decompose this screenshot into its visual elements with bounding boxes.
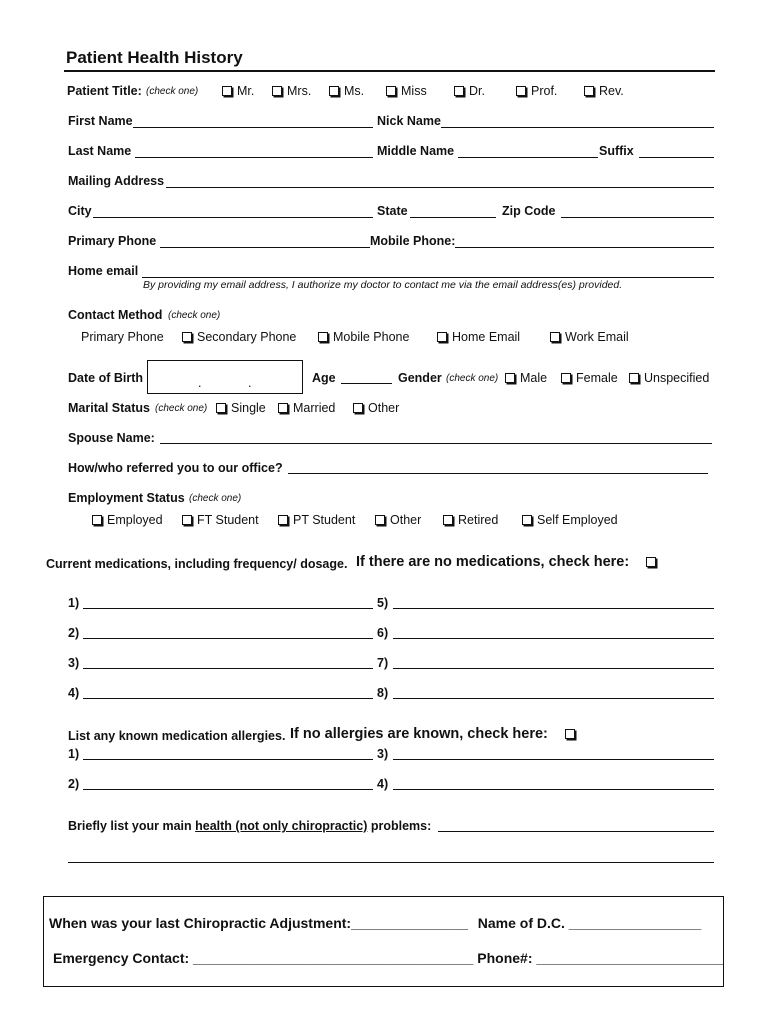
gender-hint: (check one) xyxy=(446,373,499,384)
zip-code-label: Zip Code xyxy=(502,204,556,218)
patient-title-label: Patient Title: xyxy=(67,84,142,98)
checkbox-icon xyxy=(182,332,192,342)
contact-option-secondary-phone[interactable]: Secondary Phone xyxy=(182,331,296,344)
emergency-contact-field[interactable]: ____________________________________ xyxy=(193,950,474,966)
checkbox-icon xyxy=(522,515,532,525)
employment-option-pt-student[interactable]: PT Student xyxy=(278,514,355,527)
checkbox-icon xyxy=(353,403,363,413)
suffix-field[interactable] xyxy=(639,157,714,158)
title-option-dr[interactable]: Dr. xyxy=(454,85,485,98)
employment-option-self-employed[interactable]: Self Employed xyxy=(522,514,618,527)
title-option-prof[interactable]: Prof. xyxy=(516,85,557,98)
checkbox-icon xyxy=(278,515,288,525)
contact-option-work-email[interactable]: Work Email xyxy=(550,331,629,344)
gender-option-male[interactable]: Male xyxy=(505,372,547,385)
checkbox-icon xyxy=(375,515,385,525)
no-allergies-label: If no allergies are known, check here: xyxy=(290,726,548,742)
contact-option-primary-phone[interactable]: Primary Phone xyxy=(81,330,164,344)
last-name-field[interactable] xyxy=(135,157,373,158)
checkbox-icon xyxy=(443,515,453,525)
middle-name-field[interactable] xyxy=(458,157,598,158)
medication-field[interactable] xyxy=(83,698,373,699)
medication-field[interactable] xyxy=(83,608,373,609)
age-label: Age xyxy=(312,371,336,385)
title-option-mrs[interactable]: Mrs. xyxy=(272,85,311,98)
allergy-number: 1) xyxy=(68,747,80,761)
phone-field[interactable]: ________________________ xyxy=(536,950,724,966)
mailing-address-field[interactable] xyxy=(166,187,714,188)
chiropractic-info-box xyxy=(43,896,724,987)
employment-status-hint: (check one) xyxy=(189,493,242,504)
allergy-field[interactable] xyxy=(393,759,714,760)
mailing-address-label: Mailing Address xyxy=(68,174,165,188)
medication-number: 7) xyxy=(377,656,389,670)
gender-label: Gender xyxy=(398,371,442,385)
checkbox-icon xyxy=(561,373,571,383)
checkbox-icon xyxy=(278,403,288,413)
home-email-field[interactable] xyxy=(142,277,714,278)
no-medications-checkbox[interactable] xyxy=(646,557,656,567)
employment-option-retired[interactable]: Retired xyxy=(443,514,498,527)
state-label: State xyxy=(377,204,408,218)
medication-field[interactable] xyxy=(393,668,714,669)
primary-phone-label: Primary Phone xyxy=(68,234,157,248)
medication-number: 5) xyxy=(377,596,389,610)
age-field[interactable] xyxy=(341,383,392,384)
checkbox-icon xyxy=(386,86,396,96)
dob-label: Date of Birth xyxy=(68,371,143,385)
checkbox-icon xyxy=(505,373,515,383)
checkbox-icon xyxy=(516,86,526,96)
allergies-label: List any known medication allergies. xyxy=(68,729,286,743)
employment-status-label: Employment Status xyxy=(68,491,185,505)
suffix-label: Suffix xyxy=(599,144,634,158)
medication-number: 6) xyxy=(377,626,389,640)
contact-option-home-email[interactable]: Home Email xyxy=(437,331,520,344)
gender-option-unspecified[interactable]: Unspecified xyxy=(629,372,709,385)
city-label: City xyxy=(68,204,92,218)
primary-phone-field[interactable] xyxy=(160,247,370,248)
nick-name-field[interactable] xyxy=(441,127,714,128)
medication-field[interactable] xyxy=(83,638,373,639)
checkbox-icon xyxy=(318,332,328,342)
allergy-field[interactable] xyxy=(83,759,373,760)
employment-option-ft-student[interactable]: FT Student xyxy=(182,514,259,527)
mobile-phone-field[interactable] xyxy=(455,247,714,248)
medication-field[interactable] xyxy=(83,668,373,669)
contact-method-label: Contact Method xyxy=(68,308,163,322)
checkbox-icon xyxy=(437,332,447,342)
home-email-label: Home email xyxy=(68,264,139,278)
marital-status-label: Marital Status xyxy=(68,401,150,415)
last-adjustment-row xyxy=(49,916,701,930)
title-rule xyxy=(64,70,715,72)
allergy-field[interactable] xyxy=(83,789,373,790)
dob-separator: . xyxy=(198,376,202,390)
health-problems-field[interactable] xyxy=(438,831,714,832)
employment-option-other[interactable]: Other xyxy=(375,514,421,527)
checkbox-icon xyxy=(272,86,282,96)
allergy-number: 4) xyxy=(377,777,389,791)
allergy-number: 3) xyxy=(377,747,389,761)
employment-option-employed[interactable]: Employed xyxy=(92,514,163,527)
page-title: Patient Health History xyxy=(66,48,243,67)
medication-field[interactable] xyxy=(393,698,714,699)
medication-number: 1) xyxy=(68,596,80,610)
referral-label: How/who referred you to our office? xyxy=(68,461,283,475)
first-name-field[interactable] xyxy=(133,127,373,128)
gender-option-female[interactable]: Female xyxy=(561,372,618,385)
checkbox-icon xyxy=(222,86,232,96)
health-problems-field-2[interactable] xyxy=(68,862,714,863)
city-field[interactable] xyxy=(93,217,373,218)
phone-label: Phone#: xyxy=(477,950,533,966)
checkbox-icon xyxy=(629,373,639,383)
allergy-number: 2) xyxy=(68,777,80,791)
marital-option-other[interactable]: Other xyxy=(353,402,399,415)
last-adjustment-field[interactable]: _______________ xyxy=(351,915,468,931)
patient-title-hint: (check one) xyxy=(146,86,199,97)
spouse-name-field[interactable] xyxy=(160,443,712,444)
checkbox-icon xyxy=(454,86,464,96)
contact-method-hint: (check one) xyxy=(168,310,221,321)
first-name-label: First Name xyxy=(68,114,133,128)
title-option-mr[interactable]: Mr. xyxy=(222,85,254,98)
checkbox-icon xyxy=(550,332,560,342)
title-option-ms[interactable]: Ms. xyxy=(329,85,364,98)
medication-number: 4) xyxy=(68,686,80,700)
mobile-phone-label: Mobile Phone: xyxy=(370,234,456,248)
allergy-field[interactable] xyxy=(393,789,714,790)
checkbox-icon xyxy=(329,86,339,96)
middle-name-label: Middle Name xyxy=(377,144,455,158)
marital-option-married[interactable]: Married xyxy=(278,402,335,415)
checkbox-icon xyxy=(182,515,192,525)
checkbox-icon xyxy=(92,515,102,525)
last-adjustment-label: When was your last Chiropractic Adjustment: xyxy=(49,915,352,931)
medication-number: 8) xyxy=(377,686,389,700)
emergency-contact-row xyxy=(53,951,723,965)
medication-field[interactable] xyxy=(393,638,714,639)
dob-input[interactable] xyxy=(147,360,303,394)
emergency-contact-label: Emergency Contact: xyxy=(53,950,190,966)
health-problems-label: Briefly list your main health (not only chiropractic) problems: xyxy=(68,819,432,833)
title-option-miss[interactable]: Miss xyxy=(386,85,427,98)
medication-number: 3) xyxy=(68,656,80,670)
name-dc-field[interactable]: _________________ xyxy=(568,915,702,931)
medications-label: Current medications, including frequency/ dosage. xyxy=(46,557,348,571)
no-allergies-checkbox[interactable] xyxy=(565,729,575,739)
state-field[interactable] xyxy=(410,217,496,218)
no-medications-label: If there are no medications, check here: xyxy=(356,554,630,570)
last-name-label: Last Name xyxy=(68,144,132,158)
referral-field[interactable] xyxy=(288,473,708,474)
title-option-rev[interactable]: Rev. xyxy=(584,85,624,98)
marital-status-hint: (check one) xyxy=(155,403,208,414)
marital-option-single[interactable]: Single xyxy=(216,402,266,415)
checkbox-icon xyxy=(216,403,226,413)
spouse-name-label: Spouse Name: xyxy=(68,431,155,445)
dob-separator: . xyxy=(248,376,252,390)
email-consent-note: By providing my email address, I authorize my doctor to contact me via the email address(es) provided. xyxy=(143,279,623,291)
medication-field[interactable] xyxy=(393,608,714,609)
contact-option-mobile-phone[interactable]: Mobile Phone xyxy=(318,331,409,344)
nick-name-label: Nick Name xyxy=(377,114,441,128)
name-dc-label: Name of D.C. xyxy=(477,915,565,931)
zip-code-field[interactable] xyxy=(561,217,714,218)
checkbox-icon xyxy=(584,86,594,96)
medication-number: 2) xyxy=(68,626,80,640)
